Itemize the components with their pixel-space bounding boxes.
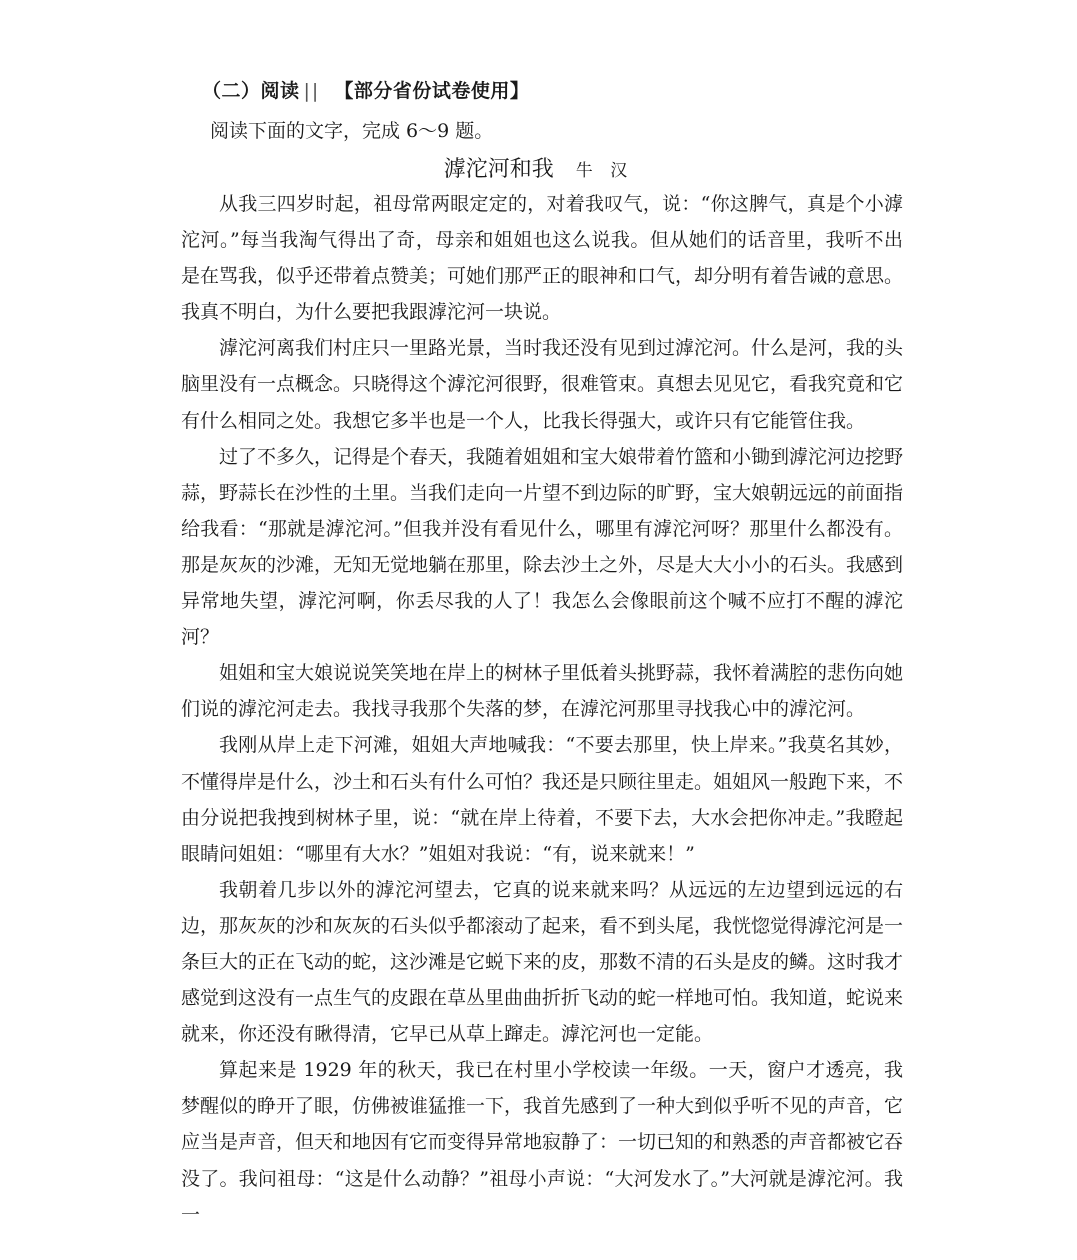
section-header xyxy=(202,76,529,103)
article-heading xyxy=(0,152,1077,183)
section-separator: || xyxy=(303,80,321,102)
article-paragraph: 从我三四岁时起，祖母常两眼定定的，对着我叹气，说：“你这脾气，真是个小滹沱河。”每当我淘气得出了奇，母亲和姐姐也这么说我。但从她们的话音里，我听不出是在骂我，似乎还带着点赞美；可她们那严正的眼神和口气，却分明有着告诫的意思。我真不明白，为什么要把我跟滹沱河一块说。 xyxy=(181,193,904,324)
section-label: （二）阅读 xyxy=(202,80,300,102)
article-paragraph: 我朝着几步以外的滹沱河望去，它真的说来就来吗？从远远的左边望到远远的右边，那灰灰的沙和灰灰的石头似乎都滚动了起来，看不到头尾，我恍惚觉得滹沱河是一条巨大的正在飞动的蛇，这沙滩是它蜕下来的皮，那数不清的石头是皮的鳞。这时我才感觉到这没有一点生气的皮跟在草丛里曲曲折折飞动的蛇一样地可怕。我知道，蛇说来就来，你还没有瞅得清，它早已从草上蹿走。滹沱河也一定能。 xyxy=(181,878,904,1046)
article-paragraph: 姐姐和宝大娘说说笑笑地在岸上的树林子里低着头挑野蒜，我怀着满腔的悲伤向她们说的滹沱河走去。我找寻我那个失落的梦，在滹沱河那里寻找我心中的滹沱河。 xyxy=(181,662,904,721)
article-paragraph: 我刚从岸上走下河滩，姐姐大声地喊我：“不要去那里，快上岸来。”我莫名其妙，不懂得岸是什么，沙土和石头有什么可怕？我还是只顾往里走。姐姐风一般跑下来，不由分说把我拽到树林子里，说：“就在岸上待着，不要下去，大水会把你冲走。”我瞪起眼睛问姐姐：“哪里有大水？”姐姐对我说：“有，说来就来！” xyxy=(181,734,904,865)
article-title: 滹沱河和我 xyxy=(443,157,554,182)
article-paragraph: 过了不多久，记得是个春天，我随着姐姐和宝大娘带着竹篮和小锄到滹沱河边挖野蒜，野蒜长在沙性的土里。当我们走向一片望不到边际的旷野，宝大娘朝远远的前面指给我看：“那就是滹沱河。”但我并没有看见什么，哪里有滹沱河呀？那里什么都没有。那是灰灰的沙滩，无知无觉地躺在那里，除去沙土之外，尽是大大小小的石头。我感到异常地失望，滹沱河啊，你丢尽我的人了！我怎么会像眼前这个喊不应打不醒的滹沱河？ xyxy=(181,445,904,649)
article-body xyxy=(181,186,903,1233)
article-paragraph: 算起来是 1929 年的秋天，我已在村里小学校读一年级。一天，窗户才透亮，我梦醒似的睁开了眼，仿佛被谁猛推一下，我首先感到了一种大到似乎听不见的声音，它应当是声音，但天和地因有它而变得异常地寂静了：一切已知的和熟悉的声音都被它吞没了。我问祖母：“这是什么动静？”祖母小声说：“大河发水了。”大河就是滹沱河。我一 xyxy=(181,1059,904,1226)
reading-instruction: 阅读下面的文字，完成 6～9 题。 xyxy=(210,120,494,142)
article-paragraph: 滹沱河离我们村庄只一里路光景，当时我还没有见到过滹沱河。什么是河，我的头脑里没有一点概念。只晓得这个滹沱河很野，很难管束。真想去见见它，看我究竟和它有什么相同之处。我想它多半也是一个人，比我长得强大，或许只有它能管住我。 xyxy=(181,337,904,432)
section-usage-note: 【部分省份试卷使用】 xyxy=(334,80,530,102)
article-author: 牛 汉 xyxy=(575,161,634,181)
